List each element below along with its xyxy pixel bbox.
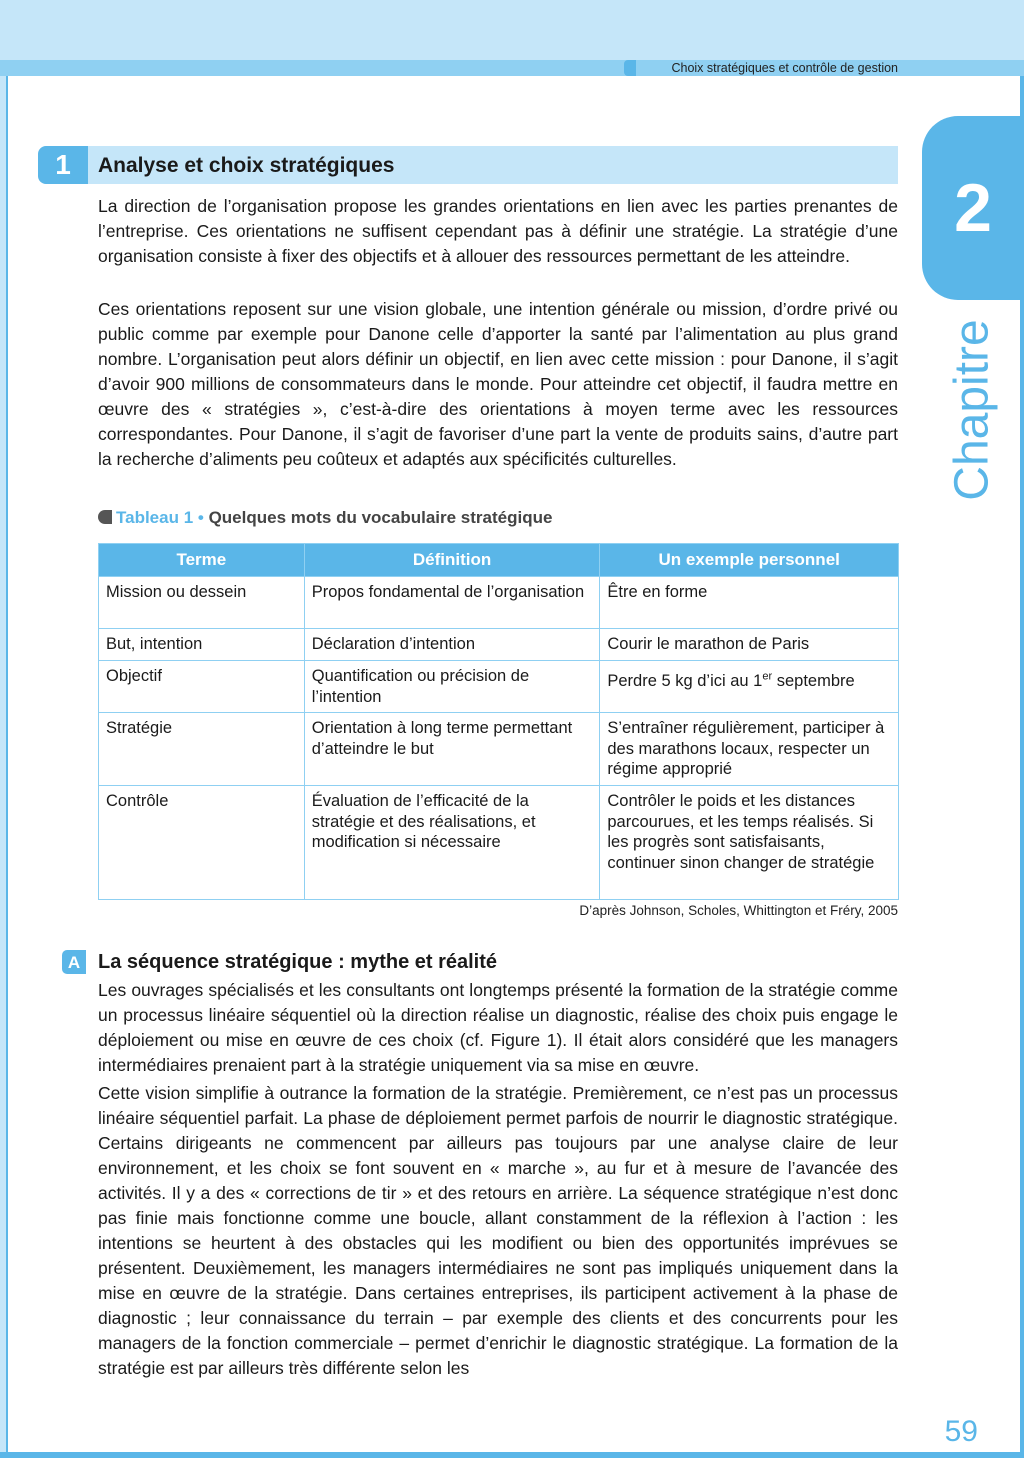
table-caption <box>98 506 552 530</box>
section-paragraph-2: Ces orientations reposent sur une vision globale, une intention générale ou mission, d’ordre privé ou public comme par exemple pour Danone celle d’apporter la santé par l’alimentation au plus grand nombre. L’organisation peut alors définir un objectif, en lien avec cette mission : pour Danone, il s’agit d’avoir 900 millions de consommateurs dans le monde. Pour atteindre cet objectif, il faudra mettre en œuvre des « stratégies », c’est-à-dire des orientations à moyen terme avec les ressources correspondantes. Pour Danone, il s’agit de favoriser d’une part la vente de produits sains, d’autre part la recherche d’aliments peu coûteux et adaptés aux spécificités culturelles. <box>98 299 898 469</box>
column-header-exemple: Un exemple personnel <box>600 544 899 577</box>
table-cell: But, intention <box>99 629 305 661</box>
table-row <box>99 713 899 786</box>
table-cell <box>600 661 899 713</box>
table-cell: Courir le marathon de Paris <box>600 629 899 661</box>
page-frame-left-line <box>6 76 8 1458</box>
caption-marker-icon <box>98 510 112 524</box>
table-caption-bullet: • <box>197 508 204 527</box>
table-cell: Propos fondamental de l’organisation <box>304 577 600 629</box>
table-cell: Contrôler le poids et les distances parcourues, et les temps réalisés. Si les progrès sont satisfaisants, continuer sinon changer de stratégie <box>600 786 899 900</box>
subsection-paragraph-2: Cette vision simplifie à outrance la formation de la stratégie. Premièrement, ce n’est pas un processus linéaire séquentiel parfait. La phase de déploiement permet parfois de nourrir le diagnostic stratégique. Certains dirigeants ne commencent par ailleurs pas toujours par une analyse claire de leur environnement, et les choix se font souvent en « marche », au fur et à mesure de l’avancée des activités. Il y a des « corrections de tir » et des retours en arrière. La séquence stratégique n’est donc pas finie mais fonctionne comme une boucle, allant constamment de la réflexion à l’action : les intentions se heurtent à des obstacles qui les modifient ou bien des opportunités imprévues se présentent. Deuxièmement, les managers intermédiaires ne sont pas impliqués uniquement dans la mise en œuvre de la stratégie. Dans certaines entreprises, ils participent activement à la phase de diagnostic ; leur connaissance du terrain – par exemple des clients et des concurrents pour les managers de la fonction commerciale – permet d’enrichir le diagnostic stratégique. La formation de la stratégie est par ailleurs très différente selon les <box>98 1083 898 1378</box>
table-row <box>99 786 899 900</box>
table-source: D’après Johnson, Scholes, Whittington et Fréry, 2005 <box>579 903 898 918</box>
table-cell: Quantification ou précision de l’intention <box>304 661 600 713</box>
table-row <box>99 629 899 661</box>
chapter-number: 2 <box>954 170 992 246</box>
section-number: 1 <box>38 146 88 184</box>
table-cell: Stratégie <box>99 713 305 786</box>
table-row <box>99 577 899 629</box>
table-cell-text: Perdre 5 kg d’ici au 1er septembre <box>607 670 855 690</box>
section-title: Analyse et choix stratégiques <box>98 154 395 177</box>
table-cell: Évaluation de l’efficacité de la stratégie et des réalisations, et modification si nécessaire <box>304 786 600 900</box>
table-cell: Mission ou dessein <box>99 577 305 629</box>
subsection-title: La séquence stratégique : mythe et réalité <box>98 951 498 973</box>
table-cell: Être en forme <box>600 577 899 629</box>
table-caption-title: Quelques mots du vocabulaire stratégique <box>208 508 553 527</box>
table-cell: Orientation à long terme permettant d’atteindre le but <box>304 713 600 786</box>
column-header-terme: Terme <box>99 544 305 577</box>
subsection-paragraph-1: Les ouvrages spécialisés et les consultants ont longtemps présenté la formation de la stratégie comme un processus linéaire séquentiel où la direction réalise un diagnostic, réalise des choix puis engage le déploiement ou mise en œuvre de ces choix (cf. Figure 1). Il était alors considéré que les managers intermédiaires prenaient part à la stratégie uniquement via sa mise en œuvre. <box>98 980 898 1075</box>
running-header-marker <box>624 60 636 76</box>
table-header-row <box>99 544 899 577</box>
table-cell: Objectif <box>99 661 305 713</box>
subsection-badge: A <box>62 950 86 974</box>
top-band <box>0 0 1024 60</box>
table-cell: Déclaration d’intention <box>304 629 600 661</box>
table-row <box>99 661 899 713</box>
table-cell: S’entraîner régulièrement, participer à des marathons locaux, respecter un régime approprié <box>600 713 899 786</box>
chapter-word: Chapitre <box>945 319 999 501</box>
table-cell: Contrôle <box>99 786 305 900</box>
running-header-title: Choix stratégiques et contrôle de gestion <box>671 61 898 75</box>
page-frame-bottom <box>0 1452 1024 1458</box>
page-number: 59 <box>944 1415 978 1448</box>
column-header-definition: Définition <box>304 544 600 577</box>
table-caption-number: Tableau 1 <box>116 508 194 527</box>
vocabulary-table <box>98 543 899 900</box>
section-paragraph-1: La direction de l’organisation propose les grandes orientations en lien avec les parties prenantes de l’entreprise. Ces orientations ne suffisent cependant pas à définir une stratégie. La stratégie d’une organisation consiste à fixer des objectifs et à allouer des ressources permettant de les atteindre. <box>98 196 898 266</box>
